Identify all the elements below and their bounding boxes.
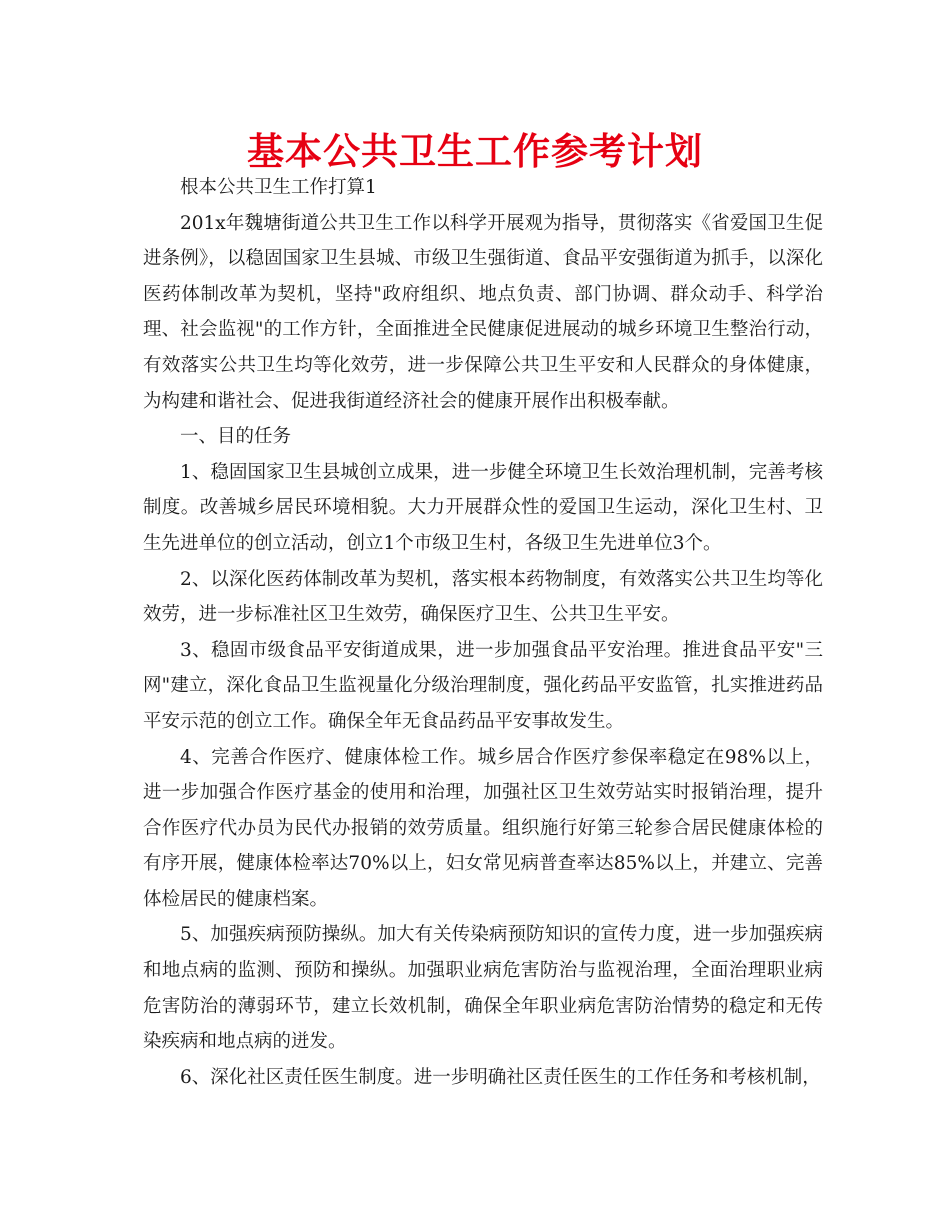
document-body bbox=[143, 170, 823, 1095]
paragraph-item-6: 6、深化社区责任医生制度。进一步明确社区责任医生的工作任务和考核机制， bbox=[180, 1066, 821, 1088]
section-heading-goals: 一、目的任务 bbox=[180, 426, 292, 448]
paragraph-item-4: 4、完善合作医疗、健康体检工作。城乡居合作医疗参保率稳定在98%以上，进一步加强合作医疗基金的使用和治理，加强社区卫生效劳站实时报销治理，提升合作医疗代办员为民代办报销的效劳质量。组织施行好第三轮参合居民健康体检的有序开展，健康体检率达70%以上，妇女常见病普查率达85%以上，并建立、完善体检居民的健康档案。 bbox=[143, 746, 823, 910]
paragraph-item-5: 5、加强疾病预防操纵。加大有关传染病预防知识的宣传力度，进一步加强疾病和地点病的监测、预防和操纵。加强职业病危害防治与监视治理，全面治理职业病危害防治的薄弱环节，建立长效机制，确保全年职业病危害防治情势的稳定和无传染疾病和地点病的迸发。 bbox=[143, 924, 823, 1053]
document-title: 基本公共卫生工作参考计划 bbox=[247, 130, 703, 173]
paragraph-item-3: 3、稳固市级食品平安街道成果，进一步加强食品平安治理。推进食品平安"三网"建立，深化食品卫生监视量化分级治理制度，强化药品平安监管，扎实推进药品平安示范的创立工作。确保全年无食品药品平安事故发生。 bbox=[143, 639, 823, 732]
paragraph-intro: 201x年魏塘街道公共卫生工作以科学开展观为指导，贯彻落实《省爱国卫生促进条例》，以稳固国家卫生县城、市级卫生强街道、食品平安强街道为抓手，以深化医药体制改革为契机，坚持"政府组织、地点负责、部门协调、群众动手、科学治理、社会监视"的工作方针，全面推进全民健康促进展动的城乡环境卫生整治行动，有效落实公共卫生均等化效劳，进一步保障公共卫生平安和人民群众的身体健康，为构建和谐社会、促进我街道经济社会的健康开展作出积极奉献。 bbox=[143, 212, 823, 412]
paragraph-subtitle: 根本公共卫生工作打算1 bbox=[180, 177, 377, 198]
paragraph-item-2: 2、以深化医药体制改革为契机，落实根本药物制度，有效落实公共卫生均等化效劳，进一步标准社区卫生效劳，确保医疗卫生、公共卫生平安。 bbox=[143, 568, 823, 626]
paragraph-item-1: 1、稳固国家卫生县城创立成果，进一步健全环境卫生长效治理机制，完善考核制度。改善城乡居民环境相貌。大力开展群众性的爱国卫生运动，深化卫生村、卫生先进单位的创立活动，创立1个市级卫生村，各级卫生先进单位3个。 bbox=[143, 461, 823, 554]
